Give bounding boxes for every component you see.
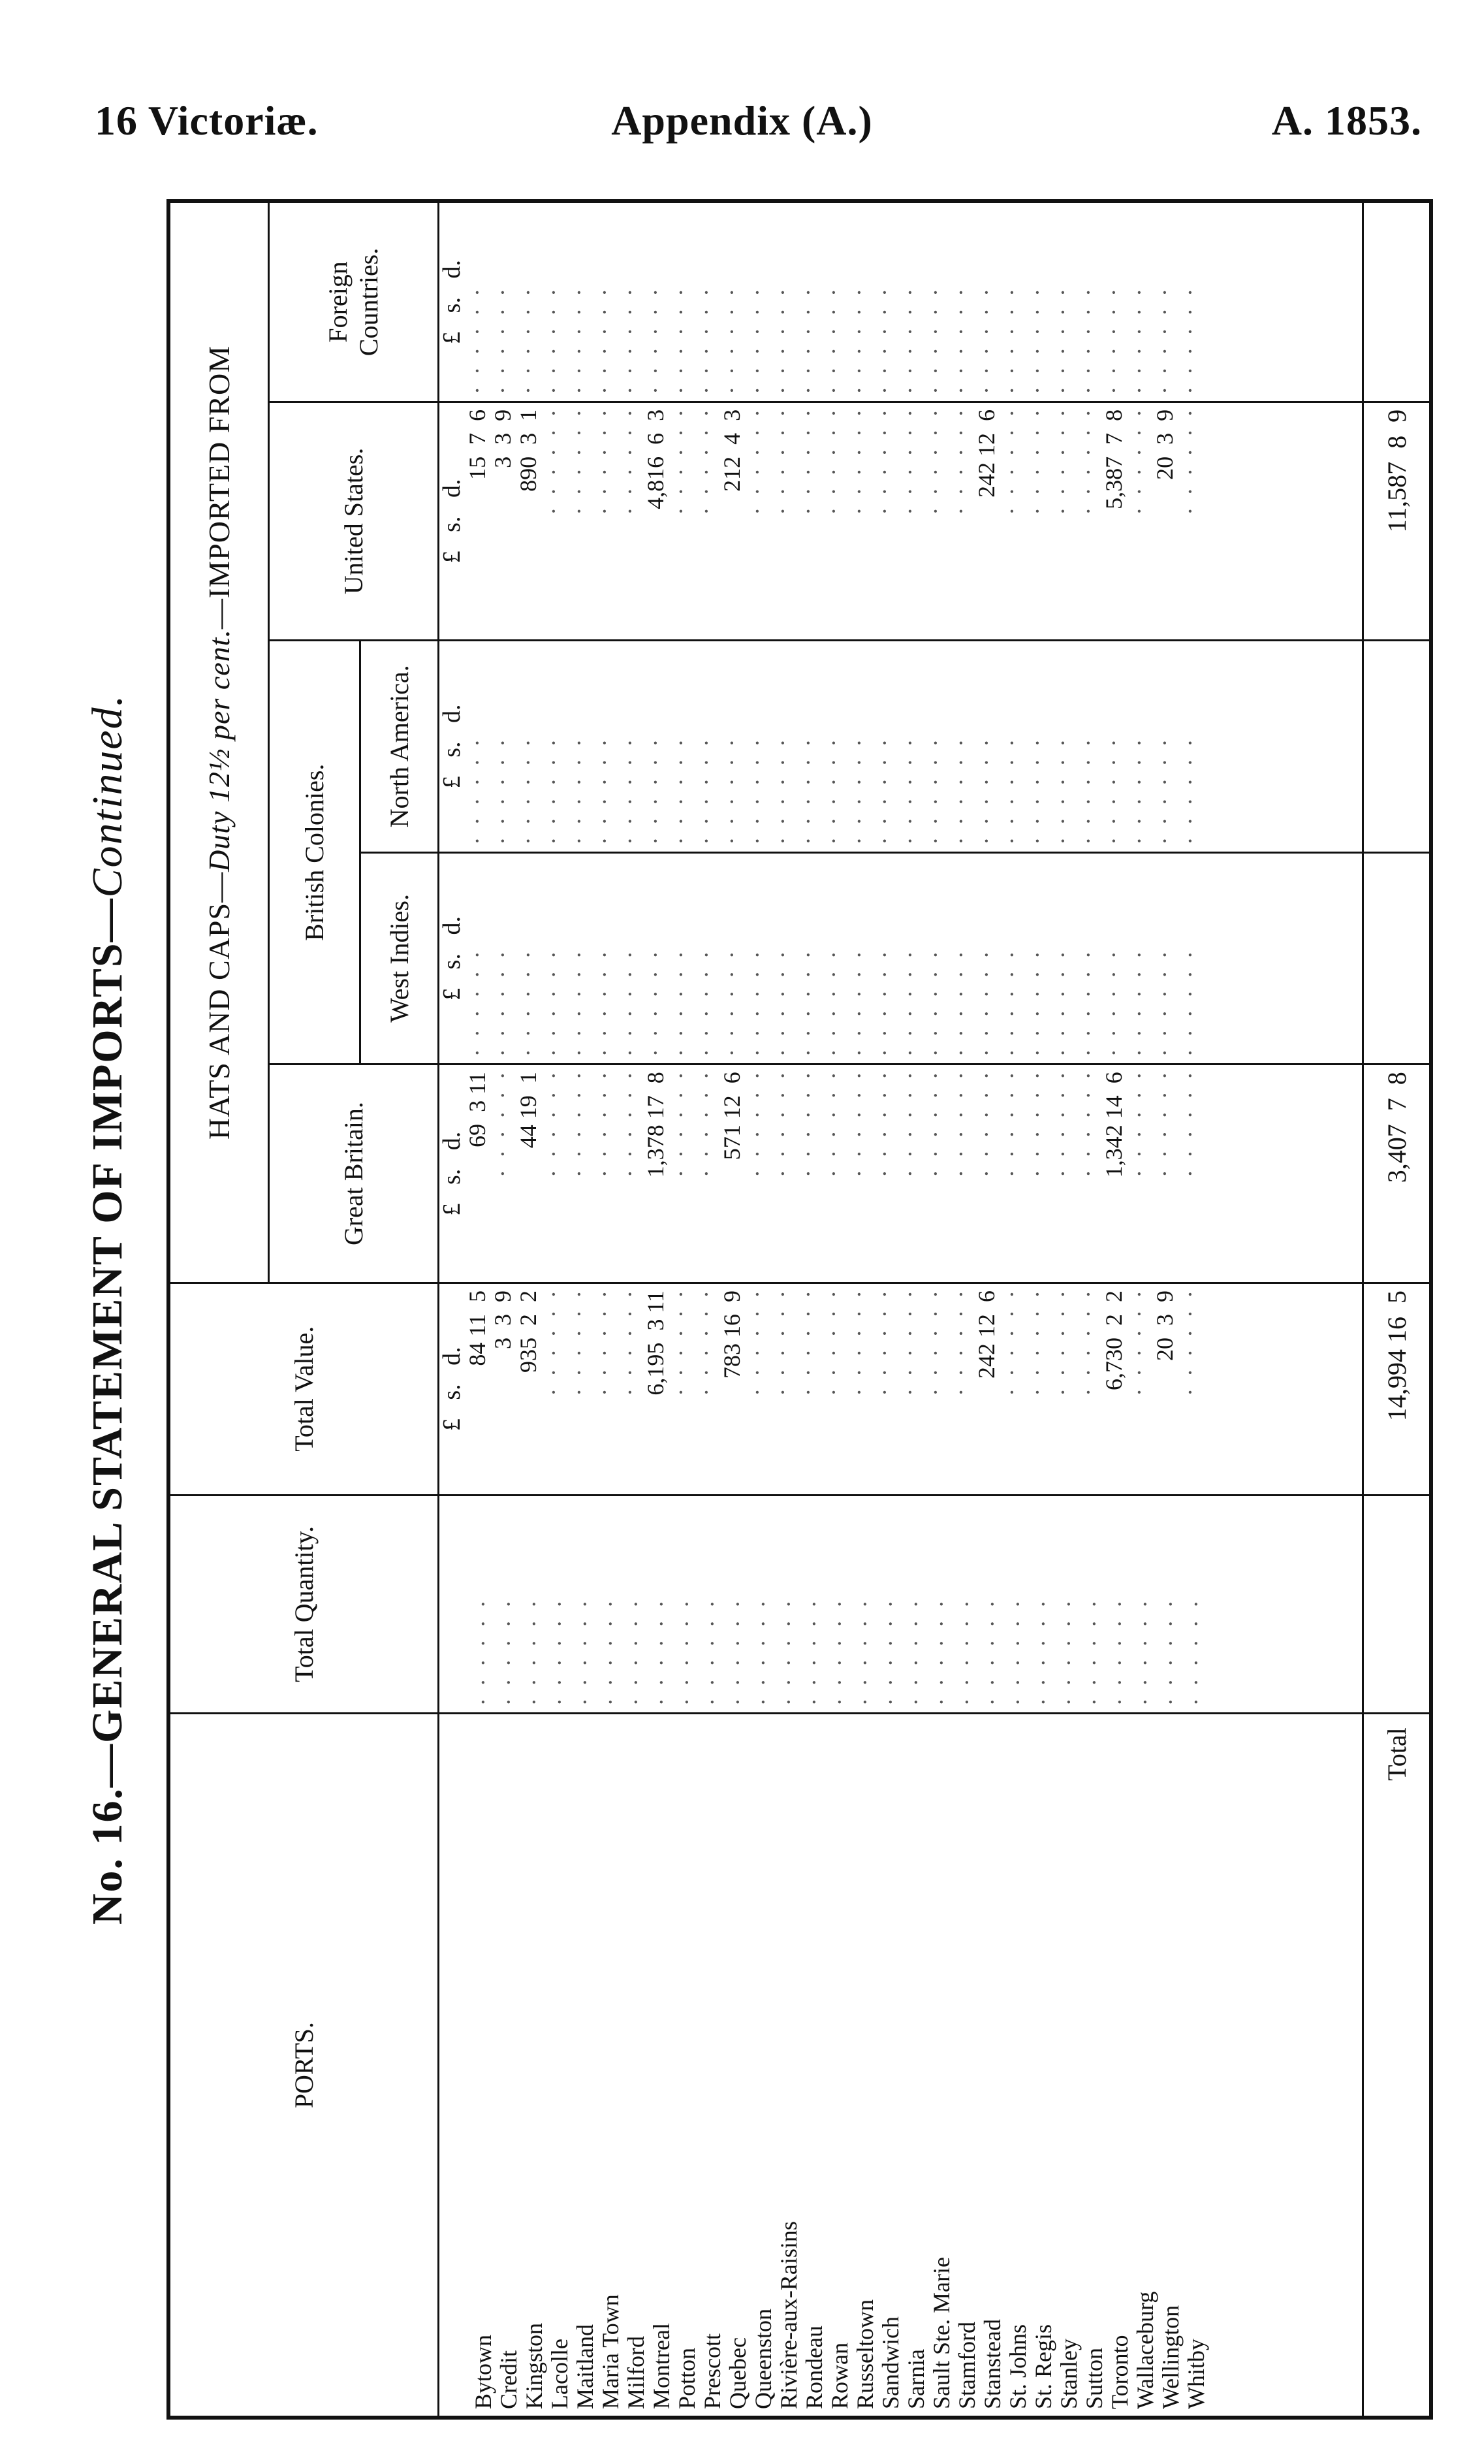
quantity-cell: · · · · · · (571, 1600, 598, 1706)
foreign-countries-cell: · · · · · · (1176, 288, 1203, 394)
rotated-statement (59, 199, 1443, 2420)
wi-unit-label: £ s. d. (437, 916, 466, 1000)
north-america-cell: · · · · · · (744, 739, 770, 845)
wi-cell (465, 860, 1203, 1057)
north-america-cell: · · · · · · (820, 739, 847, 845)
ports-list (438, 1714, 1363, 2416)
value-cell: · · · · · · (896, 1290, 923, 1396)
value-cell: · · · · · · (1024, 1290, 1050, 1396)
super-header-tail: —IMPORTED FROM (202, 345, 236, 630)
foreign-countries-header: Foreign Countries. (268, 203, 438, 402)
great-britain-cell: 571 12 6 (718, 1072, 745, 1160)
united-states-cell: · · · · · · (871, 409, 898, 515)
val-cell (465, 1290, 1203, 1488)
west-indies-cell: · · · · · · (616, 951, 643, 1057)
great-britain-cell: · · · · · · (1024, 1072, 1050, 1178)
foreign-countries-cell: · · · · · · (744, 288, 770, 394)
quantity-cell: · · · · · · (546, 1600, 573, 1706)
port-row: Rondeau (800, 2326, 827, 2409)
west-indies-cell: · · · · · · (1126, 951, 1152, 1057)
port-row: Credit (495, 2350, 522, 2409)
west-indies-cell: · · · · · · (922, 951, 949, 1057)
west-indies-cell: · · · · · · (1049, 951, 1076, 1057)
north-america-cell: · · · · · · (667, 739, 694, 845)
port-row: Bytown (469, 2334, 496, 2409)
north-america-cell: · · · · · · (591, 739, 618, 845)
united-states-cell: · · · · · · (820, 409, 847, 515)
quantity-cell: · · · · · · (724, 1600, 751, 1706)
west-indies-cell: · · · · · · (642, 951, 669, 1057)
total-value: 14,994 16 5 (1363, 1283, 1430, 1495)
great-britain-cell: · · · · · · (998, 1072, 1025, 1178)
total-label: Total (1363, 1714, 1430, 2416)
quantity-cell: · · · · · · (800, 1600, 827, 1706)
qty-cell (471, 1503, 1209, 1706)
great-britain-cell: · · · · · · (489, 1072, 516, 1178)
port-row: Rowan (826, 2343, 853, 2409)
west-indies-cell: · · · · · · (973, 951, 1000, 1057)
foreign-countries-cell: · · · · · · (1100, 288, 1127, 394)
value-cell: 6,195 3 11 (642, 1290, 669, 1396)
foreign-countries-cell: · · · · · · (896, 288, 923, 394)
great-britain-cell: · · · · · · (616, 1072, 643, 1178)
united-states-cell: · · · · · · (1024, 409, 1050, 515)
north-america-cell: · · · · · · (845, 739, 872, 845)
united-states-cell: · · · · · · (744, 409, 770, 515)
foreign-countries-cell: · · · · · · (1075, 288, 1101, 394)
great-britain-cell: · · · · · · (1075, 1072, 1101, 1178)
port-row: Montreal (648, 2323, 674, 2409)
value-cell: · · · · · · (744, 1290, 770, 1396)
statement-title (59, 199, 157, 2420)
foreign-countries-column (438, 203, 1363, 402)
great-britain-cell: · · · · · · (769, 1072, 796, 1178)
united-states-cell: · · · · · · (795, 409, 821, 515)
title-main: No. 16.—GENERAL STATEMENT OF IMPORTS— (84, 897, 131, 1925)
british-colonies-header: British Colonies. (268, 641, 360, 1064)
north-america-cell: · · · · · · (1075, 739, 1101, 845)
north-america-cell: · · · · · · (642, 739, 669, 845)
united-states-column (438, 402, 1363, 640)
united-states-header: United States. (268, 402, 438, 640)
value-cell: 3 3 9 (489, 1290, 516, 1349)
united-states-cell: 20 3 9 (1151, 409, 1178, 480)
great-britain-cell: · · · · · · (591, 1072, 618, 1178)
value-cell: · · · · · · (769, 1290, 796, 1396)
port-row: Sutton (1081, 2347, 1107, 2409)
quantity-cell: · · · · · · (750, 1600, 776, 1706)
value-cell: · · · · · · (540, 1290, 567, 1396)
value-cell: · · · · · · (693, 1290, 719, 1396)
quantity-cell: · · · · · · (775, 1600, 802, 1706)
port-row: Russeltown (851, 2299, 878, 2409)
west-indies-cell: · · · · · · (845, 951, 872, 1057)
united-states-cell: 890 3 1 (514, 409, 541, 492)
port-row: Rivière-aux-Raisins (775, 2221, 802, 2409)
total-great-britain: 3,407 7 8 (1363, 1064, 1430, 1283)
ports-cell (471, 1721, 1209, 2409)
quantity-cell: · · · · · · (877, 1600, 904, 1706)
west-indies-cell: · · · · · · (667, 951, 694, 1057)
great-britain-cell: · · · · · · (820, 1072, 847, 1178)
port-row: Wellington (1157, 2305, 1184, 2409)
great-britain-column (438, 1064, 1363, 1283)
port-row: Stamford (953, 2322, 980, 2409)
united-states-cell: 3 3 9 (489, 409, 516, 468)
foreign-countries-cell: · · · · · · (514, 288, 541, 394)
united-states-cell: · · · · · · (1126, 409, 1152, 515)
quantity-cell: · · · · · · (1055, 1600, 1082, 1706)
imports-table-wrapper (166, 199, 1433, 2420)
west-indies-cell: · · · · · · (489, 951, 516, 1057)
united-states-cell: 212 4 3 (718, 409, 745, 492)
north-america-cell: · · · · · · (1176, 739, 1203, 845)
quantity-cell: · · · · · · (979, 1600, 1005, 1706)
united-states-cell: · · · · · · (769, 409, 796, 515)
total-west-indies (1363, 852, 1430, 1064)
header-right: A. 1853. (1271, 97, 1422, 144)
value-cell: · · · · · · (820, 1290, 847, 1396)
great-britain-cell: 44 19 1 (514, 1072, 541, 1149)
quantity-cell: · · · · · · (520, 1600, 547, 1706)
foreign-countries-cell: · · · · · · (998, 288, 1025, 394)
value-cell: 783 16 9 (718, 1290, 745, 1379)
north-america-cell: · · · · · · (1100, 739, 1127, 845)
north-america-cell: · · · · · · (973, 739, 1000, 845)
foreign-countries-cell: · · · · · · (489, 288, 516, 394)
port-row: Stanley (1055, 2339, 1082, 2409)
west-indies-cell: · · · · · · (1176, 951, 1203, 1057)
value-cell: 84 11 5 (464, 1290, 490, 1366)
ports-header: PORTS. (170, 1714, 438, 2416)
north-america-header: North America. (360, 641, 438, 853)
united-states-cell: 15 7 6 (464, 409, 490, 480)
value-cell: · · · · · · (1049, 1290, 1076, 1396)
quantity-column (438, 1495, 1363, 1714)
west-indies-cell: · · · · · · (896, 951, 923, 1057)
quantity-cell: · · · · · · (648, 1600, 674, 1706)
north-america-cell: · · · · · · (616, 739, 643, 845)
great-britain-cell: · · · · · · (973, 1072, 1000, 1178)
na-cell (465, 648, 1203, 845)
north-america-column (438, 641, 1363, 853)
great-britain-cell: 69 3 11 (464, 1072, 490, 1147)
value-cell: · · · · · · (845, 1290, 872, 1396)
foreign-countries-cell: · · · · · · (540, 288, 567, 394)
united-states-cell: · · · · · · (998, 409, 1025, 515)
port-row: Quebec (724, 2337, 751, 2409)
port-row: Whitby (1182, 2339, 1209, 2409)
quantity-cell: · · · · · · (928, 1600, 955, 1706)
foreign-countries-cell: · · · · · · (565, 288, 592, 394)
west-indies-cell: · · · · · · (871, 951, 898, 1057)
port-row: Lacolle (546, 2339, 573, 2409)
quantity-cell: · · · · · · (953, 1600, 980, 1706)
value-cell: · · · · · · (667, 1290, 694, 1396)
value-cell: · · · · · · (1126, 1290, 1152, 1396)
value-header: Total Value. (170, 1283, 438, 1495)
super-header-duty: Duty 12½ per cent. (202, 629, 236, 872)
great-britain-cell: · · · · · · (565, 1072, 592, 1178)
foreign-countries-cell: · · · · · · (1024, 288, 1050, 394)
great-britain-cell: · · · · · · (1049, 1072, 1076, 1178)
united-states-cell: · · · · · · (1049, 409, 1076, 515)
west-indies-cell: · · · · · · (591, 951, 618, 1057)
value-unit-label: £ s. d. (437, 1347, 466, 1432)
header-center: Appendix (A.) (611, 97, 873, 144)
north-america-cell: · · · · · · (489, 739, 516, 845)
gb-unit-label: £ s. d. (437, 1131, 466, 1216)
north-america-cell: · · · · · · (998, 739, 1025, 845)
great-britain-cell: · · · · · · (1126, 1072, 1152, 1178)
north-america-cell: · · · · · · (565, 739, 592, 845)
foreign-countries-cell: · · · · · · (871, 288, 898, 394)
foreign-countries-cell: · · · · · · (845, 288, 872, 394)
quantity-cell: · · · · · · (1030, 1600, 1056, 1706)
total-quantity (1363, 1495, 1430, 1714)
quantity-cell: · · · · · · (673, 1600, 700, 1706)
west-indies-column (438, 852, 1363, 1064)
quantity-cell: · · · · · · (469, 1600, 496, 1706)
north-america-cell: · · · · · · (718, 739, 745, 845)
west-indies-cell: · · · · · · (998, 951, 1025, 1057)
west-indies-cell: · · · · · · (795, 951, 821, 1057)
west-indies-cell: · · · · · · (820, 951, 847, 1057)
west-indies-cell: · · · · · · (540, 951, 567, 1057)
north-america-cell: · · · · · · (464, 739, 490, 845)
value-cell: 20 3 9 (1151, 1290, 1178, 1361)
united-states-cell: · · · · · · (922, 409, 949, 515)
foreign-countries-cell: · · · · · · (795, 288, 821, 394)
quantity-cell: · · · · · · (851, 1600, 878, 1706)
port-row: Potton (673, 2347, 700, 2409)
united-states-cell: · · · · · · (591, 409, 618, 515)
foreign-countries-cell: · · · · · · (973, 288, 1000, 394)
value-cell: · · · · · · (591, 1290, 618, 1396)
united-states-cell: 5,387 7 8 (1100, 409, 1127, 509)
quantity-cell: · · · · · · (1081, 1600, 1107, 1706)
total-foreign-countries (1363, 203, 1430, 402)
value-cell: · · · · · · (795, 1290, 821, 1396)
foreign-countries-cell: · · · · · · (591, 288, 618, 394)
united-states-cell: · · · · · · (667, 409, 694, 515)
great-britain-cell: 1,378 17 8 (642, 1072, 669, 1178)
north-america-cell: · · · · · · (922, 739, 949, 845)
value-cell: 242 12 6 (973, 1290, 1000, 1379)
west-indies-cell: · · · · · · (947, 951, 974, 1057)
north-america-cell: · · · · · · (896, 739, 923, 845)
west-indies-header: West Indies. (360, 852, 438, 1064)
north-america-cell: · · · · · · (1151, 739, 1178, 845)
na-unit-label: £ s. d. (437, 704, 466, 789)
foreign-countries-cell: · · · · · · (1151, 288, 1178, 394)
quantity-cell: · · · · · · (495, 1600, 522, 1706)
port-row: Maitland (571, 2324, 598, 2409)
united-states-cell: · · · · · · (693, 409, 719, 515)
value-cell: · · · · · · (1176, 1290, 1203, 1396)
quantity-cell: · · · · · · (1106, 1600, 1133, 1706)
imports-table (170, 203, 1429, 2416)
port-row: Sault Ste. Marie (928, 2257, 955, 2409)
value-cell: · · · · · · (998, 1290, 1025, 1396)
quantity-cell: · · · · · · (622, 1600, 649, 1706)
value-cell: · · · · · · (871, 1290, 898, 1396)
port-row: Prescott (699, 2333, 725, 2409)
great-britain-cell: · · · · · · (795, 1072, 821, 1178)
title-continued: Continued. (84, 694, 131, 898)
north-america-cell: · · · · · · (1126, 739, 1152, 845)
super-header-main: HATS AND CAPS— (202, 871, 236, 1140)
super-header (170, 203, 268, 1283)
united-states-cell: 4,816 6 3 (642, 409, 669, 509)
west-indies-cell: · · · · · · (744, 951, 770, 1057)
north-america-cell: · · · · · · (514, 739, 541, 845)
fc-cell (465, 210, 1203, 394)
port-row: Toronto (1106, 2335, 1133, 2409)
united-states-cell: · · · · · · (540, 409, 567, 515)
great-britain-cell: · · · · · · (1176, 1072, 1203, 1178)
quantity-cell: · · · · · · (597, 1600, 624, 1706)
great-britain-cell: · · · · · · (693, 1072, 719, 1178)
great-britain-cell: · · · · · · (744, 1072, 770, 1178)
great-britain-cell: · · · · · · (922, 1072, 949, 1178)
great-britain-cell: · · · · · · (540, 1072, 567, 1178)
us-cell (465, 409, 1203, 633)
quantity-header: Total Quantity. (170, 1495, 438, 1714)
great-britain-cell: · · · · · · (871, 1072, 898, 1178)
gb-cell (465, 1072, 1203, 1275)
port-row: St. Regis (1030, 2324, 1056, 2409)
port-row: Sandwich (877, 2316, 904, 2409)
quantity-cell: · · · · · · (1157, 1600, 1184, 1706)
west-indies-cell: · · · · · · (514, 951, 541, 1057)
foreign-countries-cell: · · · · · · (1049, 288, 1076, 394)
value-cell: 935 2 2 (514, 1290, 541, 1373)
west-indies-cell: · · · · · · (1075, 951, 1101, 1057)
foreign-countries-cell: · · · · · · (922, 288, 949, 394)
united-states-cell: 242 12 6 (973, 409, 1000, 498)
west-indies-cell: · · · · · · (565, 951, 592, 1057)
great-britain-cell: · · · · · · (845, 1072, 872, 1178)
united-states-cell: · · · · · · (1075, 409, 1101, 515)
quantity-cell: · · · · · · (1004, 1600, 1031, 1706)
port-row: Milford (622, 2336, 649, 2409)
port-row: Sarnia (902, 2349, 929, 2409)
value-cell: · · · · · · (947, 1290, 974, 1396)
foreign-countries-cell: · · · · · · (820, 288, 847, 394)
port-row: Queenston (750, 2309, 776, 2409)
north-america-cell: · · · · · · (769, 739, 796, 845)
foreign-countries-cell: · · · · · · (769, 288, 796, 394)
value-cell: 6,730 2 2 (1100, 1290, 1127, 1390)
great-britain-header: Great Britain. (268, 1064, 438, 1283)
foreign-countries-cell: · · · · · · (947, 288, 974, 394)
quantity-cell: · · · · · · (902, 1600, 929, 1706)
west-indies-cell: · · · · · · (1151, 951, 1178, 1057)
total-united-states: 11,587 8 9 (1363, 402, 1430, 640)
united-states-cell: · · · · · · (616, 409, 643, 515)
united-states-cell: · · · · · · (947, 409, 974, 515)
great-britain-cell: · · · · · · (896, 1072, 923, 1178)
north-america-cell: · · · · · · (693, 739, 719, 845)
foreign-countries-cell: · · · · · · (616, 288, 643, 394)
united-states-cell: · · · · · · (845, 409, 872, 515)
port-row: Stanstead (979, 2319, 1005, 2409)
north-america-cell: · · · · · · (795, 739, 821, 845)
fc-unit-label: £ s. d. (437, 260, 466, 344)
north-america-cell: · · · · · · (1049, 739, 1076, 845)
port-row: St. Johns (1004, 2324, 1031, 2409)
value-cell: · · · · · · (1075, 1290, 1101, 1396)
great-britain-cell: · · · · · · (1151, 1072, 1178, 1178)
quantity-cell: · · · · · · (1182, 1600, 1209, 1706)
foreign-countries-cell: · · · · · · (667, 288, 694, 394)
foreign-countries-cell: · · · · · · (464, 288, 490, 394)
united-states-cell: · · · · · · (565, 409, 592, 515)
foreign-countries-cell: · · · · · · (693, 288, 719, 394)
foreign-countries-cell: · · · · · · (1126, 288, 1152, 394)
great-britain-cell: 1,342 14 6 (1100, 1072, 1127, 1178)
us-unit-label: £ s. d. (437, 479, 466, 564)
west-indies-cell: · · · · · · (464, 951, 490, 1057)
great-britain-cell: · · · · · · (947, 1072, 974, 1178)
value-cell: · · · · · · (922, 1290, 949, 1396)
west-indies-cell: · · · · · · (1024, 951, 1050, 1057)
port-row: Maria Town (597, 2294, 624, 2409)
port-row: Wallaceburg (1131, 2291, 1158, 2409)
north-america-cell: · · · · · · (871, 739, 898, 845)
value-cell: · · · · · · (616, 1290, 643, 1396)
quantity-cell: · · · · · · (826, 1600, 853, 1706)
foreign-countries-cell: · · · · · · (718, 288, 745, 394)
foreign-countries-cell: · · · · · · (642, 288, 669, 394)
west-indies-cell: · · · · · · (718, 951, 745, 1057)
quantity-cell: · · · · · · (699, 1600, 725, 1706)
value-cell: · · · · · · (565, 1290, 592, 1396)
united-states-cell: · · · · · · (896, 409, 923, 515)
north-america-cell: · · · · · · (947, 739, 974, 845)
north-america-cell: · · · · · · (1024, 739, 1050, 845)
united-states-cell: · · · · · · (1176, 409, 1203, 515)
west-indies-cell: · · · · · · (1100, 951, 1127, 1057)
great-britain-cell: · · · · · · (667, 1072, 694, 1178)
value-column (438, 1283, 1363, 1495)
west-indies-cell: · · · · · · (693, 951, 719, 1057)
header-left: 16 Victoriæ. (95, 97, 319, 144)
total-north-america (1363, 641, 1430, 853)
port-row: Kingston (520, 2322, 547, 2409)
north-america-cell: · · · · · · (540, 739, 567, 845)
west-indies-cell: · · · · · · (769, 951, 796, 1057)
quantity-cell: · · · · · · (1131, 1600, 1158, 1706)
